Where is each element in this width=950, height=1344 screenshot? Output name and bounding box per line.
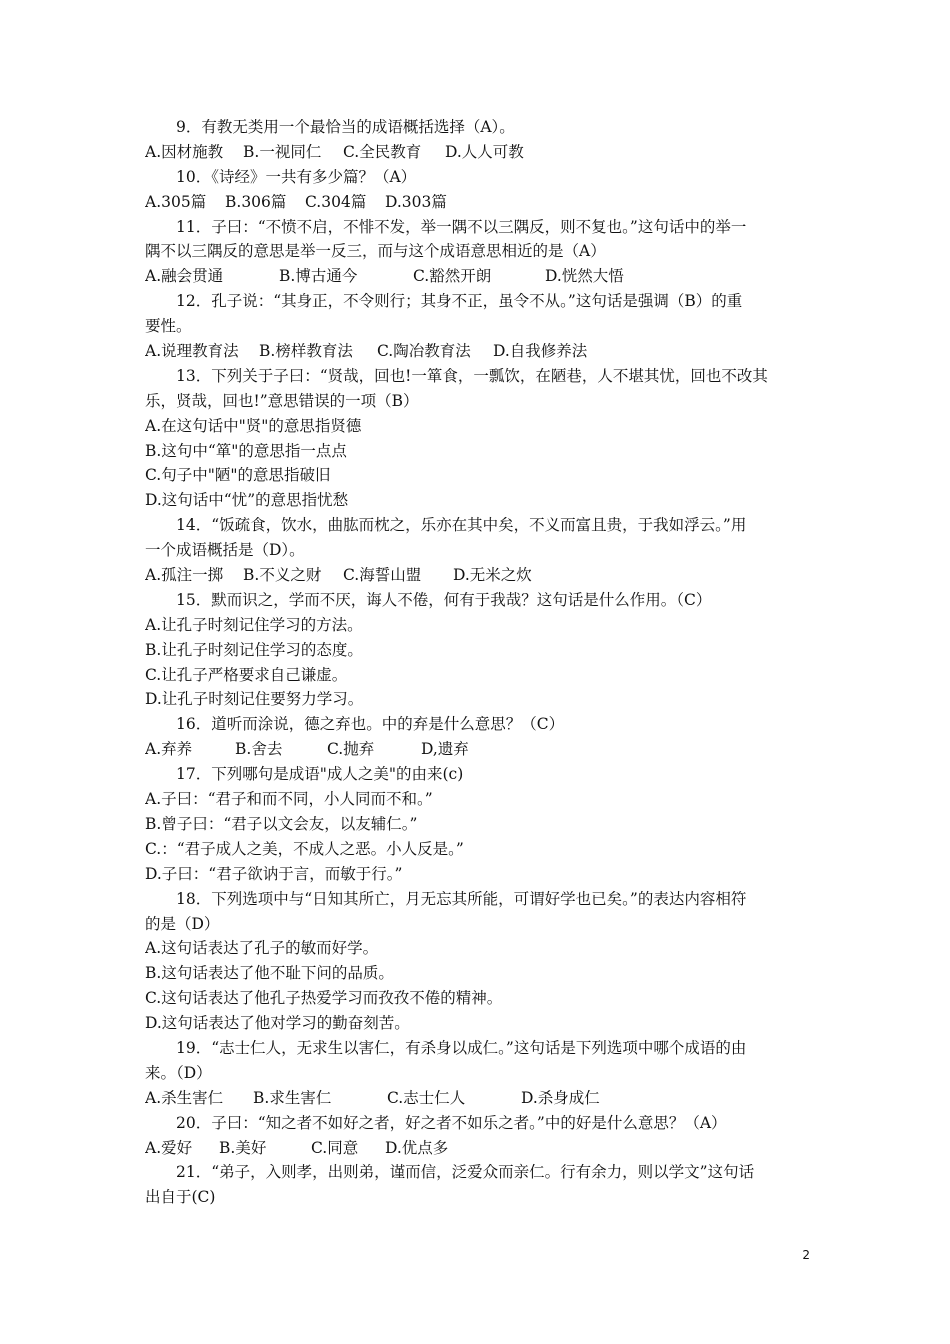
question-13-stem-cont: 乐，贤哉，回也!”意思错误的一项（B） (145, 391, 419, 410)
question-19-stem-cont: 来。（D） (145, 1063, 212, 1082)
question-15-stem: 15．默而识之，学而不厌，诲人不倦，何有于我哉？这句话是什么作用。（C） (176, 590, 712, 609)
option-a: A.因材施教 (145, 142, 224, 161)
question-13-option-d: D.这句话中“忧”的意思指忧愁 (145, 491, 349, 510)
option-d: D.杀身成仁 (521, 1088, 600, 1107)
question-13-option-a: A.在这句话中"贤"的意思指贤德 (145, 416, 362, 435)
question-14-stem-cont: 一个成语概括是（D）。 (145, 541, 305, 560)
option-b: B.榜样教育法 (259, 342, 353, 361)
question-18-option-d: D.这句话表达了他对学习的勤奋刻苦。 (145, 1014, 410, 1033)
question-14-options (145, 563, 810, 588)
question-10-stem: 10．《诗经》一共有多少篇？（A） (176, 167, 417, 186)
question-17-option-a: A.子曰：“君子和而不同，小人同而不和。” (145, 790, 433, 809)
question-21-stem: 21．“弟子，入则孝，出则弟，谨而信，泛爱众而亲仁。行有余力，则以学文”这句话 (176, 1163, 755, 1182)
option-a: A.融会贯通 (145, 267, 224, 286)
option-c: C.海誓山盟 (343, 566, 422, 585)
option-b: B.舍去 (235, 740, 283, 759)
question-12-options (145, 339, 810, 364)
question-13-option-b: B.这句中“箪"的意思指一点点 (145, 441, 347, 460)
question-11-stem: 11．子曰：“不愤不启，不悱不发，举一隅不以三隅反，则不复也。”这句话中的举一 (176, 217, 747, 236)
option-b: B.一视同仁 (243, 142, 322, 161)
option-c: C.全民教育 (343, 142, 422, 161)
question-12-stem: 12．孔子说：“其身正，不令则行；其身不正，虽令不从。”这句话是强调（B）的重 (176, 292, 743, 311)
option-d: D.303篇 (385, 192, 447, 211)
question-17-option-c: C.：“君子成人之美，不成人之恶。小人反是。” (145, 839, 464, 858)
option-c: C.同意 (311, 1138, 359, 1157)
question-15-option-b: B.让孔子时刻记住学习的态度。 (145, 640, 363, 659)
question-10-options (145, 190, 810, 215)
option-d: D.无米之炊 (453, 566, 532, 585)
question-17-option-b: B.曾子曰：“君子以文会友，以友辅仁。” (145, 814, 418, 833)
question-11-stem-cont: 隅不以三隅反的意思是举一反三，而与这个成语意思相近的是（A） (145, 242, 606, 261)
question-16-options (145, 737, 810, 762)
option-c: C.304篇 (305, 192, 367, 211)
question-12-stem-cont: 要性。 (145, 317, 192, 336)
option-a: A.弃养 (145, 740, 193, 759)
page-content (145, 115, 810, 1210)
question-20-stem: 20．子曰：“知之者不如好之者，好之者不如乐之者。”中的好是什么意思？（A） (176, 1113, 727, 1132)
question-21-stem-cont: 出自于(C) (145, 1188, 216, 1207)
option-b: B.求生害仁 (253, 1088, 332, 1107)
question-18-option-a: A.这句话表达了孔子的敏而好学。 (145, 939, 379, 958)
question-18-option-b: B.这句话表达了他不耻下问的品质。 (145, 964, 394, 983)
option-a: A.305篇 (145, 192, 207, 211)
option-d: D.人人可教 (445, 142, 524, 161)
option-c: C.陶冶教育法 (377, 342, 471, 361)
question-20-options (145, 1136, 810, 1161)
question-16-stem: 16．道听而涂说，德之弃也。中的弃是什么意思？（C） (176, 715, 565, 734)
question-18-stem-cont: 的是（D） (145, 914, 220, 933)
question-13-stem: 13．下列关于子曰：“贤哉，回也!一箪食，一瓢饮，在陋巷，人不堪其忧，回也不改其 (176, 366, 768, 385)
question-18-option-c: C.这句话表达了他孔子热爱学习而孜孜不倦的精神。 (145, 989, 503, 1008)
option-c: C.抛弃 (327, 740, 375, 759)
option-a: A.爱好 (145, 1138, 193, 1157)
option-d: D.恍然大悟 (545, 267, 624, 286)
question-15-option-a: A.让孔子时刻记住学习的方法。 (145, 615, 363, 634)
question-17-stem: 17．下列哪句是成语"成人之美"的由来(c) (176, 765, 464, 784)
question-14-stem: 14．“饭疏食，饮水，曲肱而枕之，乐亦在其中矣，不义而富且贵，于我如浮云。”用 (176, 516, 747, 535)
question-9-stem: 9．有教无类用一个最恰当的成语概括选择（A）。 (176, 118, 515, 136)
option-a: A.孤注一掷 (145, 566, 224, 585)
option-c: C.志士仁人 (387, 1088, 466, 1107)
question-13-option-c: C.句子中"陋"的意思指破旧 (145, 466, 331, 485)
option-c: C.豁然开朗 (413, 267, 492, 286)
question-9-options (145, 140, 810, 165)
option-d: D,遗弃 (421, 740, 469, 759)
option-a: A.说理教育法 (145, 342, 239, 361)
question-19-options (145, 1086, 810, 1111)
option-b: B.博古通今 (279, 267, 358, 286)
option-b: B.不义之财 (243, 566, 322, 585)
page-number: 2 (802, 1248, 810, 1262)
question-15-option-d: D.让孔子时刻记住要努力学习。 (145, 690, 364, 709)
question-17-option-d: D.子曰：“君子欲讷于言，而敏于行。” (145, 864, 403, 883)
question-18-stem: 18．下列选项中与“日知其所亡，月无忘其所能，可谓好学也已矣。”的表达内容相符 (176, 889, 747, 908)
question-15-option-c: C.让孔子严格要求自己谦虚。 (145, 665, 348, 684)
question-19-stem: 19．“志士仁人，无求生以害仁，有杀身以成仁。”这句话是下列选项中哪个成语的由 (176, 1038, 747, 1057)
option-d: D.自我修养法 (493, 342, 588, 361)
question-11-options (145, 264, 810, 289)
option-d: D.优点多 (385, 1138, 449, 1157)
option-a: A.杀生害仁 (145, 1088, 224, 1107)
option-b: B.美好 (219, 1138, 267, 1157)
option-b: B.306篇 (225, 192, 287, 211)
